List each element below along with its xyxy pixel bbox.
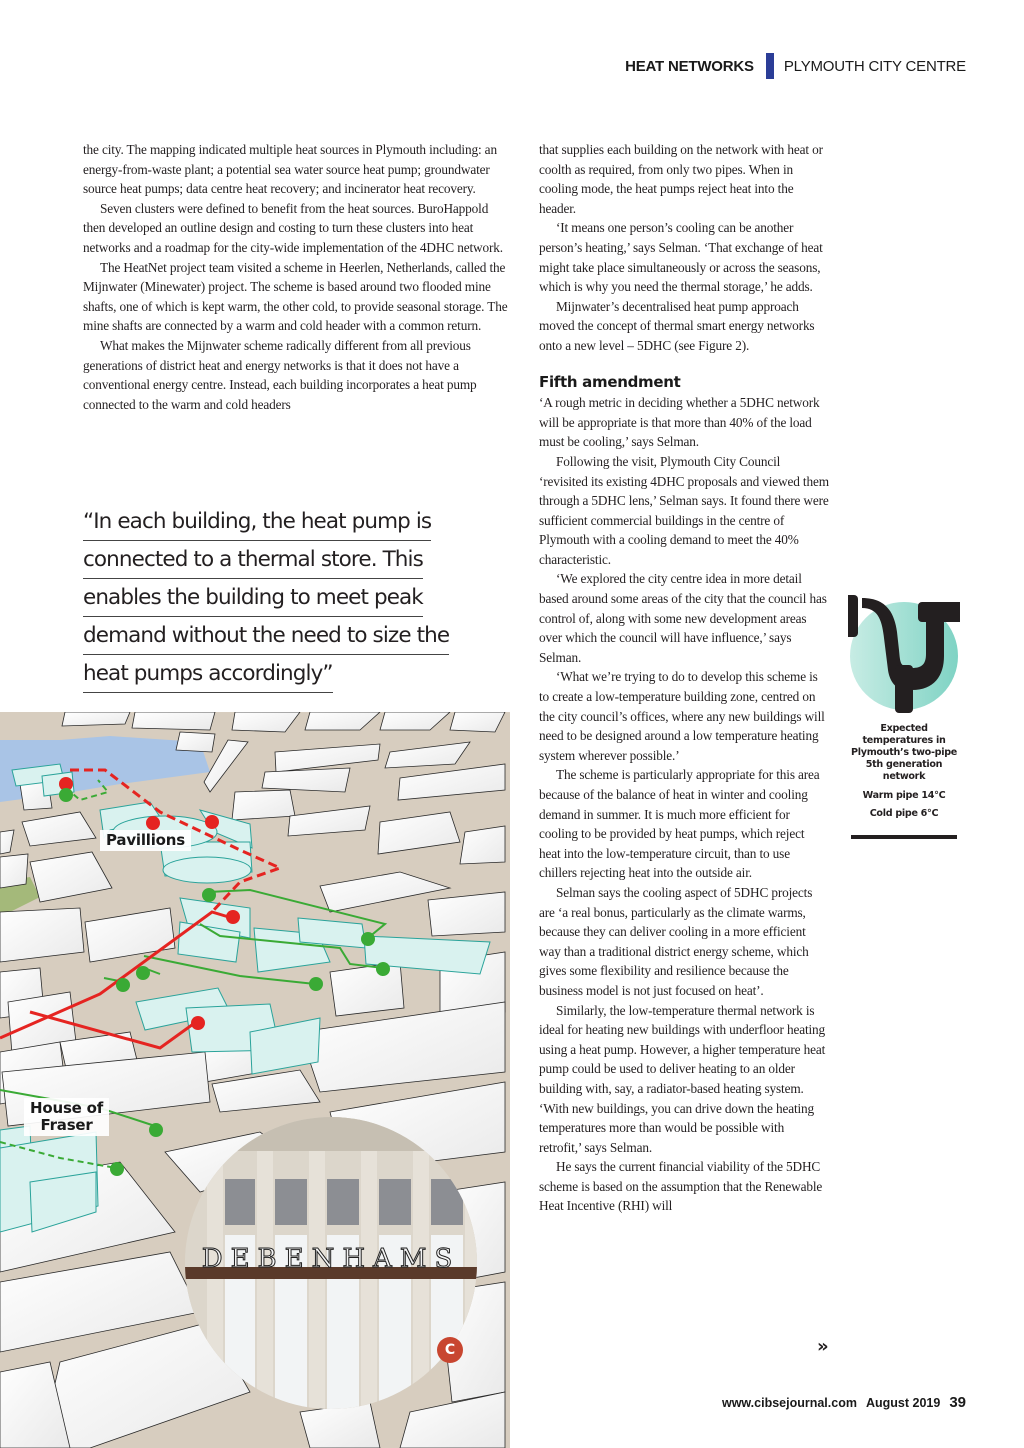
footer-date: August 2019 [865, 1396, 941, 1410]
debenhams-photo [185, 1117, 477, 1409]
paragraph: ‘It means one person’s cooling can be another person’s heating,’ says Selman. ‘That exchange of heat might take place simultaneously or across the seasons, which is why you need the thermal storage,’ he adds. [539, 220, 823, 295]
paragraph: ‘What we’re trying to do to develop this scheme is to create a low-temperature building zone, centred on the city council’s offices, where any new buildings will need to be designed around a low temperature heating system wherever possible.’ [539, 669, 825, 763]
paragraph: The HeatNet project team visited a scheme in Heerlen, Netherlands, called the Mijnwater (Minewater) project. The scheme is based around two flooded mine shafts, one of which is kept warm, the other cold, to provide seasonal storage. The mine shafts are connected by a warm and cold header with a common return. [83, 259, 508, 334]
paragraph: that supplies each building on the network with heat or coolth as required, from only two pipes. When in cooling mode, the heat pumps reject heat into the header. [539, 142, 823, 216]
page-number: 39 [949, 1394, 966, 1411]
page-footer [722, 1394, 966, 1411]
running-header [625, 52, 966, 80]
section-name: HEAT NETWORKS [625, 57, 754, 75]
pipe-icon [848, 590, 960, 715]
paragraph: Selman says the cooling aspect of 5DHC projects are ‘a real bonus, particularly as the climate warms, because they can deliver cooling in a more efficient way than a traditional district energy scheme, which gives some flexibility and resilience because the business model is not just focused on heat’. [539, 884, 813, 998]
credit-badge: C [437, 1337, 463, 1363]
pull-quote-line: demand without the need to size the [83, 619, 449, 655]
temperature-sidebar [848, 590, 960, 839]
paragraph: Mijnwater’s decentralised heat pump approach moved the concept of thermal smart energy networks onto a new level – 5DHC (see Figure 2). [539, 298, 815, 353]
paragraph: ‘A rough metric in deciding whether a 5DHC network will be appropriate is that more than 40% of the load must be cooling,’ says Selman. [539, 395, 820, 450]
paragraph: Following the visit, Plymouth City Council ‘revisited its existing 4DHC proposals and viewed them through a 5DHC lens,’ Selman says. It found there were sufficient commercial buildings in the centre of Plymouth with a cooling demand to meet the 40% characteristic. [539, 453, 829, 567]
map-label-line: Fraser [40, 1116, 93, 1134]
pull-quote-line: enables the building to meet peak [83, 581, 423, 617]
debenhams-sign: DEBENHAMS [201, 1244, 461, 1274]
paragraph: Seven clusters were defined to benefit from the heat sources. BuroHappold then developed an outline design and costing to turn these clusters into heat networks and a roadmap for the city-wide implementation of the 4DHC network. [83, 200, 503, 255]
subheading: Fifth amendment [539, 372, 681, 391]
header-accent-bar [766, 53, 774, 79]
article-column-2 [539, 140, 829, 1216]
article-column-1 [83, 140, 511, 414]
paragraph: Similarly, the low-temperature thermal network is ideal for heating new buildings with underfloor heating using a heat pump. However, a higher temperature heat pump could be used to deliver heating to an older building with, say, a radiator-based heating system. ‘With new buildings, you can drive down the heating temperatures more than would be possible with retrofit,’ says Selman. [539, 1002, 826, 1155]
paragraph: What makes the Mijnwater scheme radically different from all previous generations of district heat and energy networks is that it does not have a conventional energy centre. Instead, each building incorporates a heat pump connected to the warm and cold headers [83, 337, 477, 412]
map-label-line: House of [30, 1099, 104, 1117]
sidebar-caption: Expected temperatures in Plymouth’s two-pipe 5th generation network [851, 723, 957, 782]
pull-quote-line: “In each building, the heat pump is [83, 505, 431, 541]
paragraph: He says the current financial viability of the 5DHC scheme is based on the assumption that the Renewable Heat Incentive (RHI) will [539, 1159, 823, 1214]
sidebar-rule [851, 835, 957, 839]
warm-pipe-temperature: Warm pipe 14°C [862, 790, 946, 801]
cold-pipe-temperature: Cold pipe 6°C [869, 808, 939, 819]
paragraph: ‘We explored the city centre idea in more detail based around some areas of the city that the council has control of, along with some new development areas over which the council will have influence,’ says Selman. [539, 571, 827, 665]
topic-name: PLYMOUTH CITY CENTRE [783, 57, 966, 75]
pull-quote-line: heat pumps accordingly” [83, 657, 333, 693]
pull-quote-line: connected to a thermal store. This [83, 543, 423, 579]
paragraph: the city. The mapping indicated multiple heat sources in Plymouth including: an energy-from-waste plant; a potential sea water source heat pump; groundwater source heat pumps; data centre heat recovery; and incinerator heat recovery. [83, 142, 497, 197]
footer-url[interactable]: www.cibsejournal.com [721, 1396, 857, 1410]
map-label-house-of-fraser [24, 1098, 109, 1136]
pull-quote [83, 505, 503, 695]
double-chevron-right-icon: » [817, 1336, 829, 1357]
paragraph: The scheme is particularly appropriate for this area because of the balance of heat in winter and cooling demand in summer. It is much more efficient for cooling to be provided by heat pumps, which reject heat into the low-temperature circuit, than to use chillers rejecting heat into the outside air. [539, 767, 820, 881]
map-label-pavillions: Pavillions [100, 830, 191, 851]
